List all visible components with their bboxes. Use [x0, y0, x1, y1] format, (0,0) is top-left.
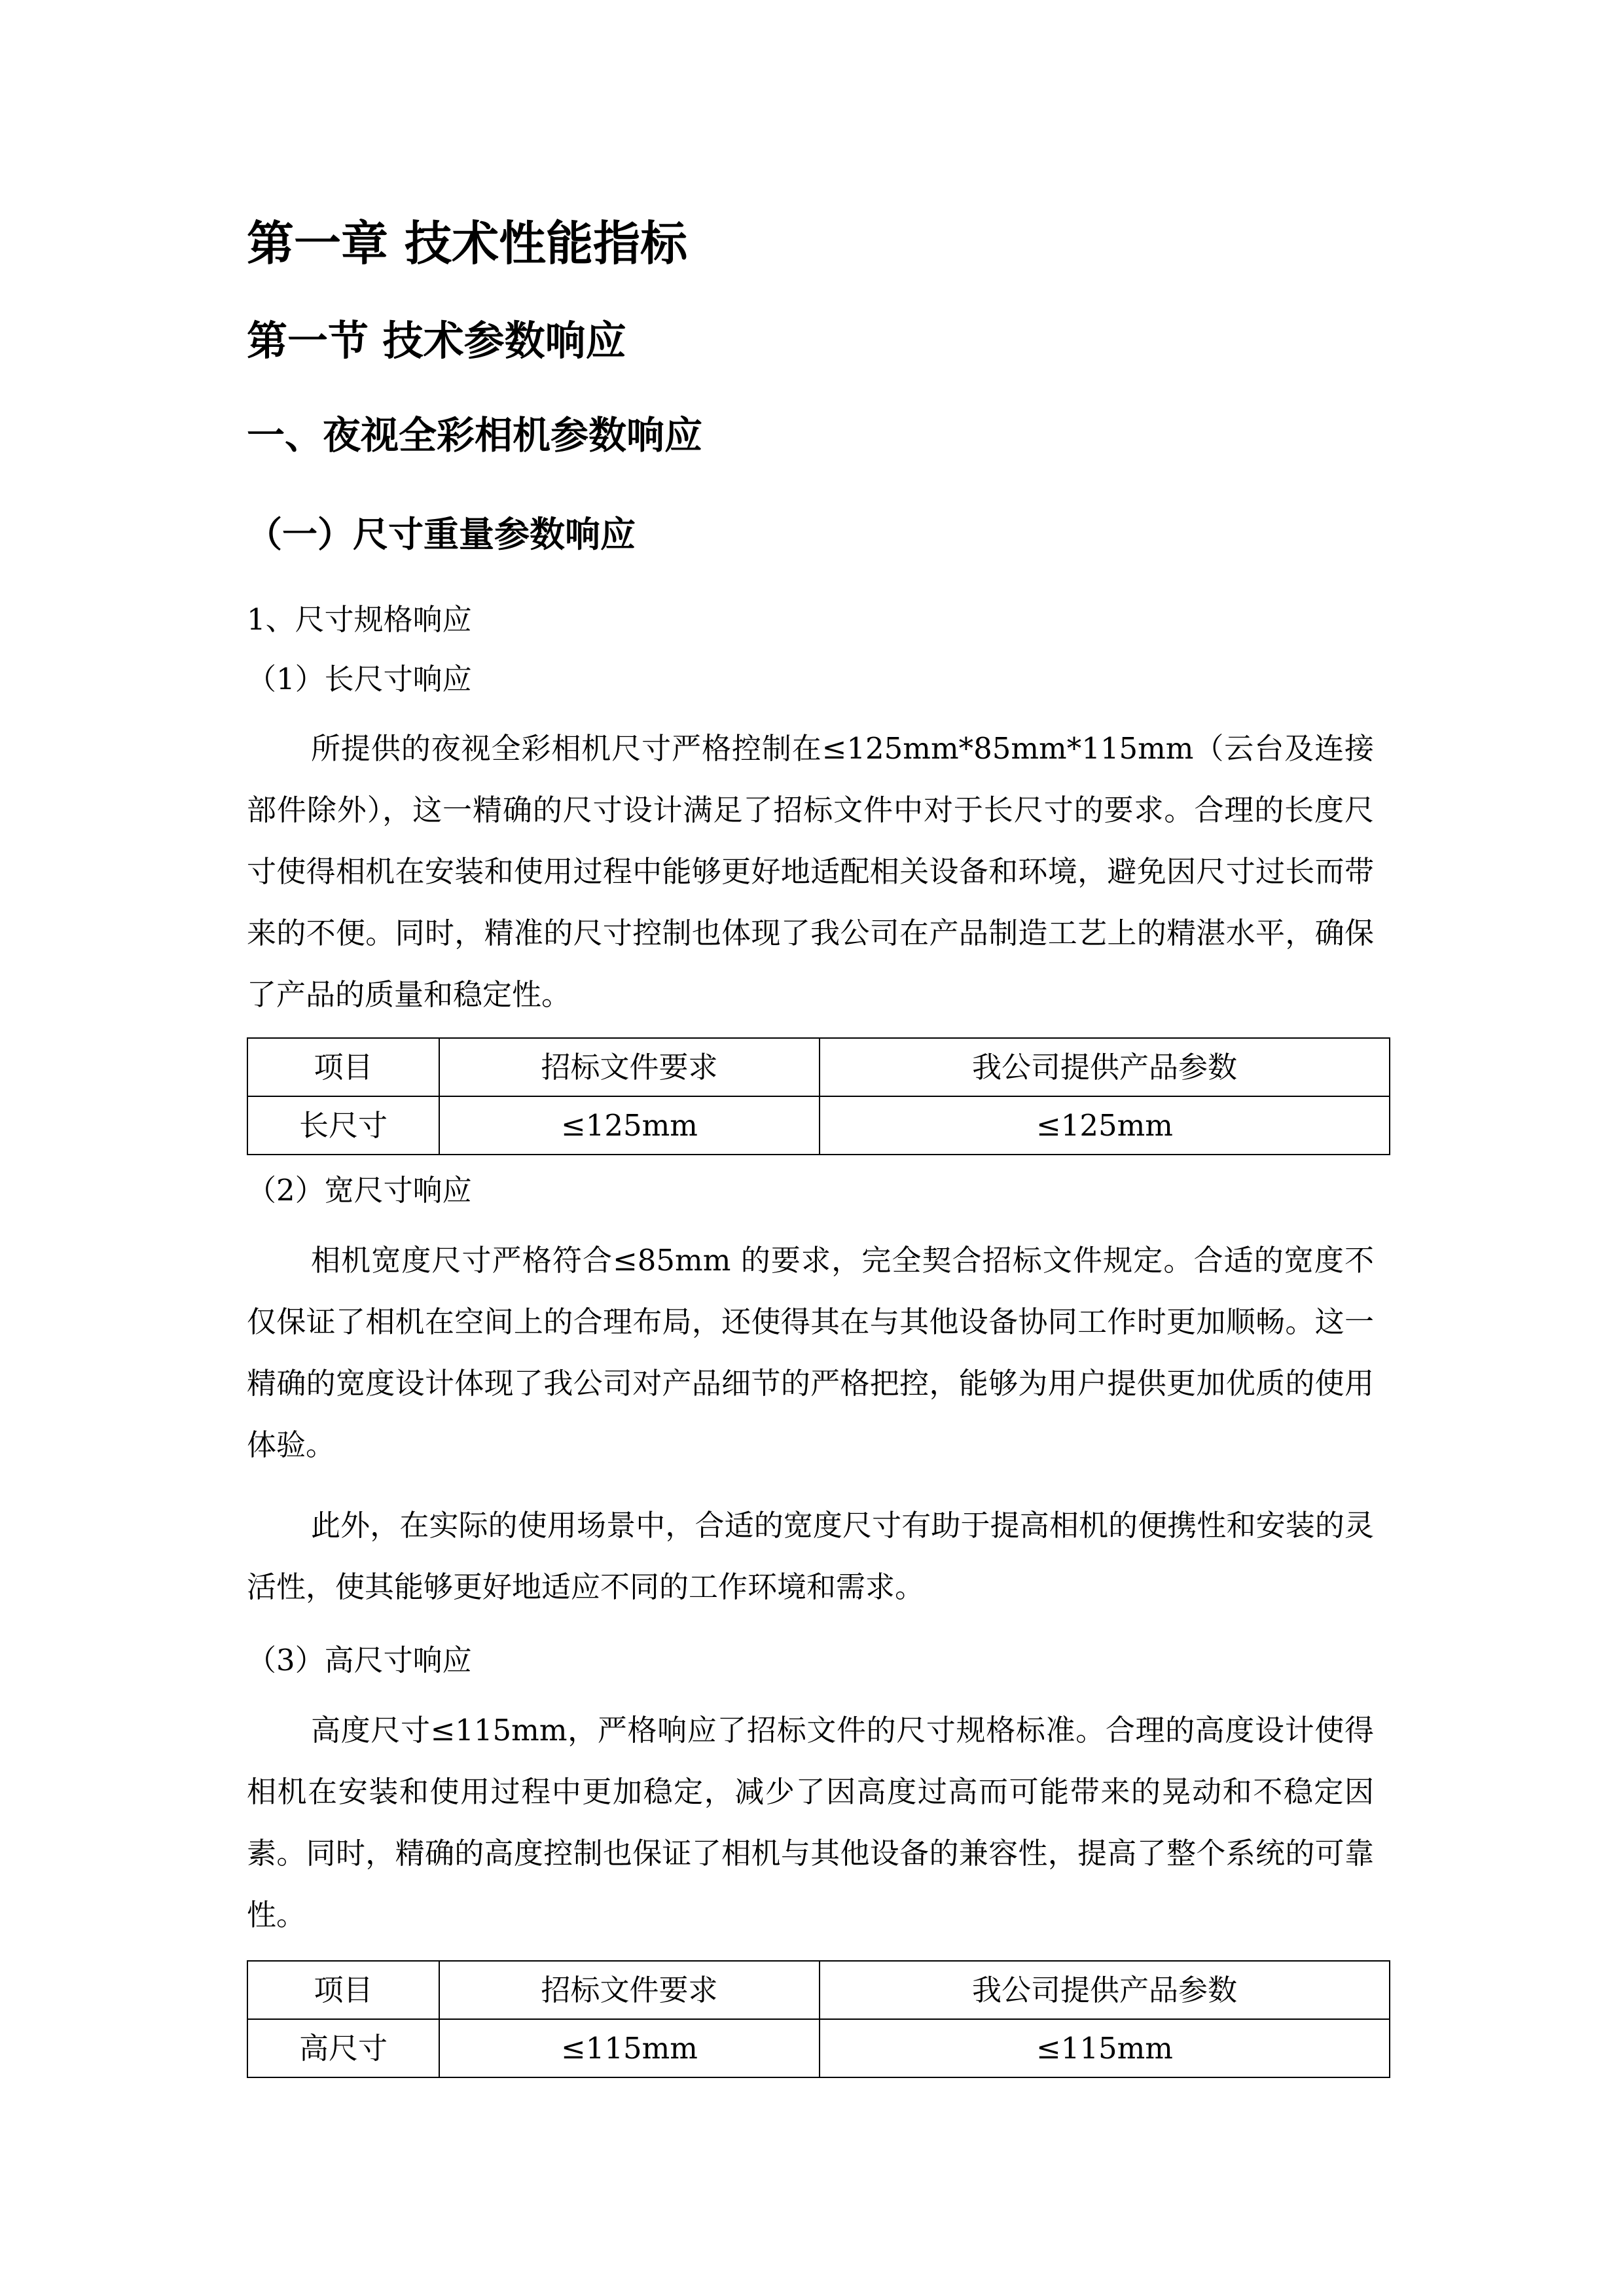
header-offered: 我公司提供产品参数 [820, 1038, 1390, 1096]
header-offered: 我公司提供产品参数 [820, 1961, 1390, 2019]
length-paragraph: 所提供的夜视全彩相机尺寸严格控制在≤125mm*85mm*115mm（云台及连接部件除外），这一精确的尺寸设计满足了招标文件中对于长尺寸的要求。合理的长度尺寸使得相机在安装和使用过程中能够更好地适配相关设备和环境，避免因尺寸过长而带来的不便。同时，精准的尺寸控制也体现了我公司在产品制造工艺上的精湛水平，确保了产品的质量和稳定性。 [247, 731, 1374, 1012]
height-paragraph: 高度尺寸≤115mm，严格响应了招标文件的尺寸规格标准。合理的高度设计使得相机在安装和使用过程中更加稳定，减少了因高度过高而可能带来的晃动和不稳定因素。同时，精确的高度控制也保证了相机与其他设备的兼容性，提高了整个系统的可靠性。 [247, 1713, 1374, 1932]
height-spec-table [247, 1960, 1390, 2078]
item-title: 1、尺寸规格响应 [247, 602, 472, 637]
table-row [247, 1096, 1390, 1155]
cell-offered: ≤125mm [820, 1096, 1390, 1155]
header-item: 项目 [247, 1038, 439, 1096]
width-paragraph-2: 此外，在实际的使用场景中，合适的宽度尺寸有助于提高相机的便携性和安装的灵活性，使其能够更好地适应不同的工作环境和需求。 [247, 1508, 1374, 1604]
header-item: 项目 [247, 1961, 439, 2019]
section-title: 第一节 技术参数响应 [247, 317, 626, 365]
header-requirement: 招标文件要求 [439, 1038, 820, 1096]
cell-requirement: ≤115mm [439, 2019, 820, 2077]
header-requirement: 招标文件要求 [439, 1961, 820, 2019]
length-heading: （1）长尺寸响应 [247, 662, 472, 696]
table-header-row [247, 1961, 1390, 2019]
chapter-title: 第一章 技术性能指标 [247, 216, 688, 271]
subsection-title: 一、夜视全彩相机参数响应 [247, 413, 703, 457]
table-header-row [247, 1038, 1390, 1096]
cell-item: 长尺寸 [247, 1096, 439, 1155]
height-heading: （3）高尺寸响应 [247, 1643, 472, 1677]
document-page [247, 0, 1389, 2296]
part-title: （一）尺寸重量参数响应 [247, 513, 636, 555]
table-row [247, 2019, 1390, 2077]
cell-offered: ≤115mm [820, 2019, 1390, 2077]
length-spec-table [247, 1037, 1390, 1155]
cell-requirement: ≤125mm [439, 1096, 820, 1155]
width-paragraph-1: 相机宽度尺寸严格符合≤85mm 的要求，完全契合招标文件规定。合适的宽度不仅保证了相机在空间上的合理布局，还使得其在与其他设备协同工作时更加顺畅。这一精确的宽度设计体现了我公司对产品细节的严格把控，能够为用户提供更加优质的使用体验。 [247, 1243, 1374, 1462]
width-heading: （2）宽尺寸响应 [247, 1173, 472, 1208]
cell-item: 高尺寸 [247, 2019, 439, 2077]
